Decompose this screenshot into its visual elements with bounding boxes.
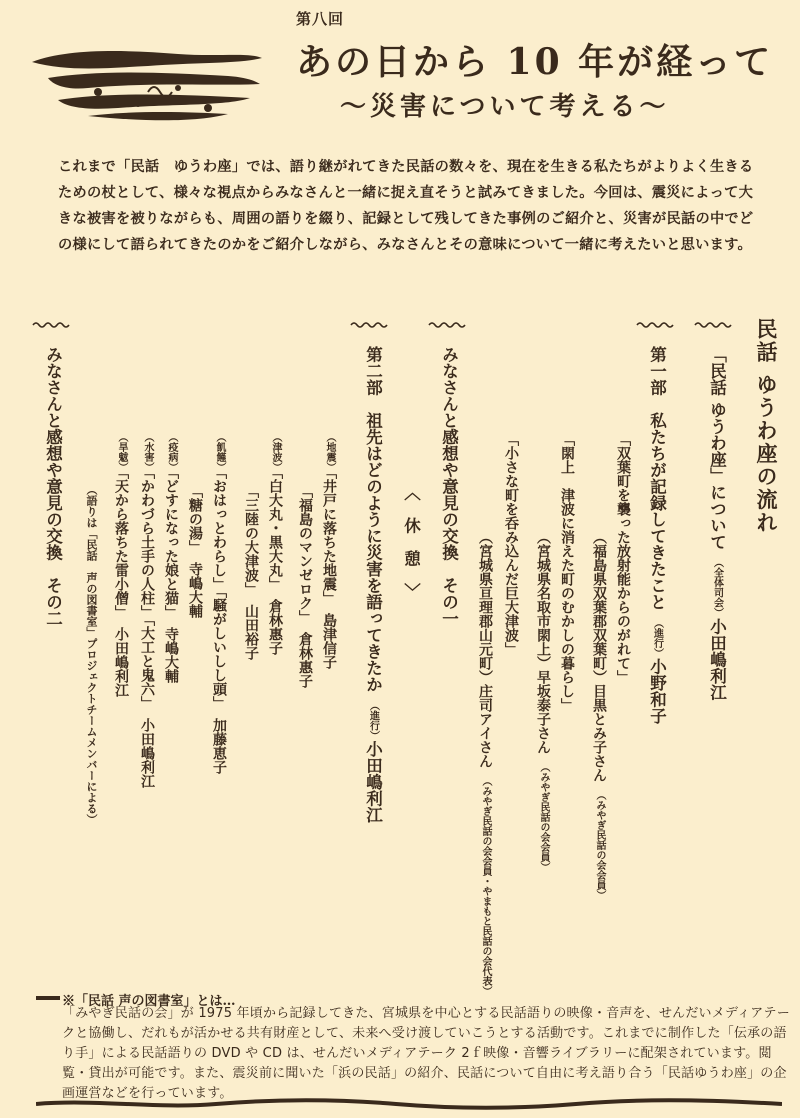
page-subtitle: ～災害について考える～ [340,92,670,122]
story-item: （旱魃）「天から落ちた雷小僧」小田嶋利江 [113,432,129,697]
story-item: 「福島のマンゼロク」倉林惠子 [297,484,313,688]
footer-paragraph: 「みやぎ民話の会」が 1975 年頃から記録してきた、宮城県を中心とする民話語りの映像・音声を、せんだいメディアテークと協働し、だれもが活かせる共有財産として、未来へ受け渡していこうとする活動です。これまでに制作した「伝承の語り手」による民話語りの DVD や CD は、せんだいメディアテーク 2ｆ映像・音響ライブラリーに配架されています。閲覧・貸出が可能です。また、震災前に聞いた「浜の民話」の紹介、民話について自由に考え語り合う「民話ゆうわ座」の企画運営などを行っています。 [62,1006,790,1101]
series-number: 第八回 [296,10,345,28]
intro-paragraph: これまで「民話 ゆうわ座」では、語り継がれてきた民話の数々を、現在を生きる私たちがよりよく生きるための杖として、様々な視点からみなさんと一緒に捉え直そうと試みてきました。今回は、震災によって大きな被害を被りながらも、周囲の語りを綴り、記録として残してきた事例のご紹介と、災害が民話の中でどの様にして語られてきたのかをご紹介しながら、みなさんとその意味について一緒に考えたいと思います。 [58,159,754,253]
story-item: （津波）「白大丸・黒大丸」倉林惠子 [267,432,283,655]
program-item: 「閖上 津波に消えた町のむかしの暮らし」 [559,432,575,712]
break-item: 〈 休 憩 〉 [401,484,421,600]
program-item: みなさんと感想や意見の交換 その一 [439,346,459,627]
ornament-icon [32,320,70,330]
ornament-icon [694,320,732,330]
program-item: みなさんと感想や意見の交換 その二 [43,346,63,627]
story-item: （水害）「かわづら土手の人柱」「大工と鬼六」小田嶋利江 [139,432,155,788]
program-item: （福島県双葉郡双葉町）目黒とみ子さん（みやぎ民話の会会員） [591,530,607,900]
program-item: 第一部 私たちが記録してきたこと（進行）小野和子 [647,346,667,724]
program-item: （宮城県名取市閖上）早坂泰子さん（みやぎ民話の会会員） [535,530,551,872]
footer-heading: ※「民話 声の図書室」とは… [62,994,236,1009]
story-item: （地震）「井戸に落ちた地震」島津信子 [321,432,337,669]
program-item: 「双葉町を襲った放射能からのがれて」 [615,432,631,684]
program-item: 「民話 ゆうわ座」について（全体司会）小田嶋利江 [707,346,727,701]
story-item: 「三陸の大津波」山田裕子 [243,484,259,660]
ornament-icon [636,320,674,330]
page-title: あの日から 10 年が経って [296,41,774,83]
program-item: 第二部 祖先はどのように災害を語ってきたか（進行）小田嶋利江 [363,346,383,823]
ornament-icon [350,320,388,330]
performers-note: （語りは「民話 声の図書室」プロジェクトチームメンバーによる） [85,484,98,825]
ornament-icon [36,996,60,1000]
story-item: 「糖の湯」寺嶋大輔 [187,484,203,618]
story-item: （疫病）「どすになった娘と猫」寺嶋大輔 [163,432,179,683]
story-item: （飢饉）「おはっとわらし」「騒がしいしし頭」加藤恵子 [211,432,227,774]
logo-illustration [28,42,264,128]
ornament-icon [36,1098,782,1110]
program-heading: 民話 ゆうわ座の流れ [754,318,779,535]
ornament-icon [428,320,466,330]
program-item: 「小さな町を呑み込んだ巨大津波」 [503,432,519,656]
program-item: （宮城県亘理郡山元町）庄司アイさん（みやぎ民話の会会員・やまもと民話の会代表） [477,530,493,996]
